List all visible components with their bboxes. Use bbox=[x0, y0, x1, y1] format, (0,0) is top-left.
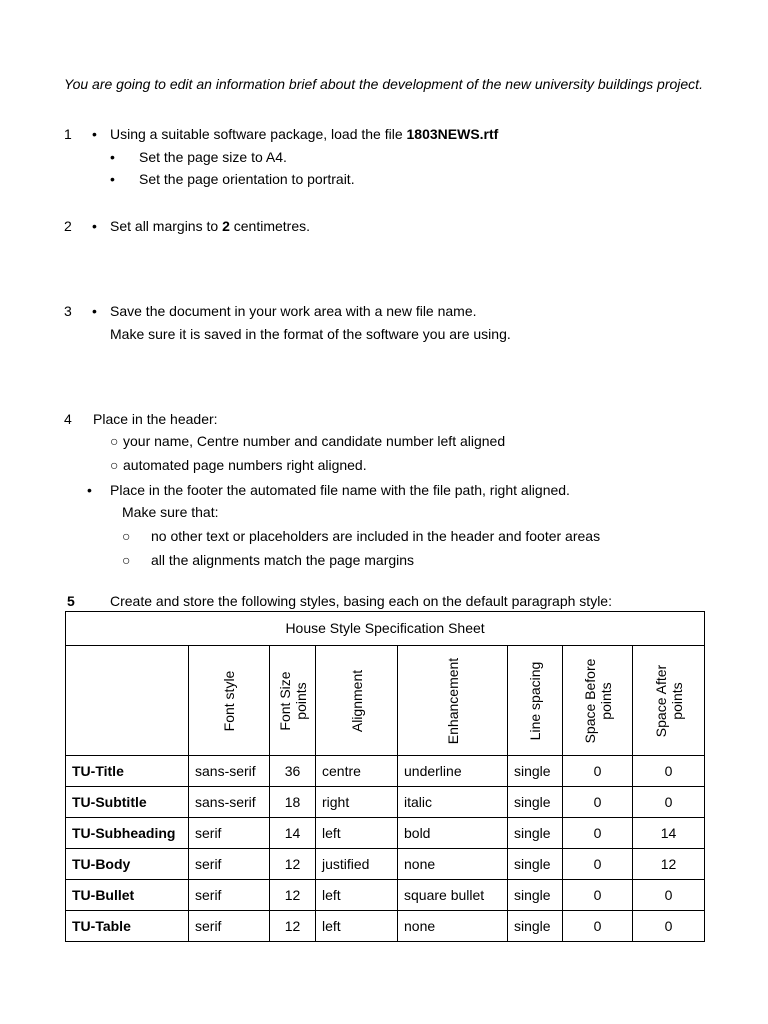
cell-line-spacing: single bbox=[508, 787, 563, 818]
header-label: Line spacing bbox=[527, 661, 543, 740]
header-font-size bbox=[270, 646, 316, 756]
table-row bbox=[66, 880, 705, 911]
q4-make-sure-item-1: no other text or placeholders are included in the header and footer areas bbox=[151, 528, 601, 544]
cell-line-spacing: single bbox=[508, 849, 563, 880]
cell-font-size: 12 bbox=[270, 911, 316, 942]
style-name-text: TU-Subtitle bbox=[72, 793, 147, 810]
circle-bullet: ○ bbox=[110, 433, 119, 449]
cell-space-before: 0 bbox=[563, 787, 633, 818]
q2-margin-value: 2 bbox=[222, 218, 230, 234]
question-number-3: 3 bbox=[64, 303, 72, 319]
cell-space-after: 0 bbox=[633, 787, 705, 818]
cell-font-style: sans-serif bbox=[189, 756, 270, 787]
q1-sub-orientation: Set the page orientation to portrait. bbox=[139, 171, 355, 187]
cell-space-after: 0 bbox=[633, 880, 705, 911]
cell-line-spacing: single bbox=[508, 818, 563, 849]
style-name bbox=[66, 911, 189, 942]
header-enhancement bbox=[398, 646, 508, 756]
style-name bbox=[66, 818, 189, 849]
q4-lead: Place in the header: bbox=[93, 411, 218, 427]
style-name-text: TU-Table bbox=[72, 917, 131, 934]
cell-font-size: 12 bbox=[270, 880, 316, 911]
cell-space-after: 14 bbox=[633, 818, 705, 849]
q1-instruction bbox=[110, 126, 498, 143]
circle-bullet: ○ bbox=[122, 552, 131, 568]
cell-font-size: 14 bbox=[270, 818, 316, 849]
cell-space-after: 12 bbox=[633, 849, 705, 880]
cell-space-before: 0 bbox=[563, 880, 633, 911]
cell-enhancement: square bullet bbox=[398, 880, 508, 911]
cell-enhancement: none bbox=[398, 849, 508, 880]
cell-enhancement: italic bbox=[398, 787, 508, 818]
question-number-5: 5 bbox=[67, 593, 75, 609]
cell-space-before: 0 bbox=[563, 756, 633, 787]
cell-enhancement: none bbox=[398, 911, 508, 942]
header-font-style bbox=[189, 646, 270, 756]
q5-instruction: Create and store the following styles, basing each on the default paragraph style: bbox=[110, 593, 612, 609]
cell-space-after: 0 bbox=[633, 756, 705, 787]
q4-footer-instruction: Place in the footer the automated file name with the file path, right aligned. bbox=[110, 482, 570, 498]
style-name bbox=[66, 787, 189, 818]
style-name bbox=[66, 849, 189, 880]
q3-line-2: Make sure it is saved in the format of the software you are using. bbox=[110, 326, 511, 342]
q1-filename: 1803NEWS.rtf bbox=[406, 126, 499, 142]
header-label: Font Size points bbox=[276, 670, 309, 731]
cell-enhancement: bold bbox=[398, 818, 508, 849]
q4-make-sure-item-2: all the alignments match the page margins bbox=[151, 552, 415, 568]
q4-header-item-2: automated page numbers right aligned. bbox=[123, 457, 367, 473]
q4-header-item-1: your name, Centre number and candidate number left aligned bbox=[123, 433, 506, 449]
cell-line-spacing: single bbox=[508, 756, 563, 787]
bullet: • bbox=[92, 126, 97, 142]
table-row bbox=[66, 787, 705, 818]
cell-alignment: left bbox=[316, 911, 398, 942]
style-name-text: TU-Subheading bbox=[72, 824, 176, 841]
style-name bbox=[66, 880, 189, 911]
style-name-text: TU-Bullet bbox=[72, 886, 135, 903]
bullet: • bbox=[110, 171, 115, 187]
header-label: Alignment bbox=[348, 669, 365, 732]
cell-line-spacing: single bbox=[508, 911, 563, 942]
circle-bullet: ○ bbox=[110, 457, 119, 473]
cell-alignment: left bbox=[316, 880, 398, 911]
bullet: • bbox=[92, 218, 97, 234]
cell-space-before: 0 bbox=[563, 849, 633, 880]
question-number-2: 2 bbox=[64, 218, 72, 234]
q2-instruction bbox=[110, 218, 310, 235]
cell-space-before: 0 bbox=[563, 818, 633, 849]
house-style-table bbox=[65, 611, 705, 942]
cell-font-style: serif bbox=[189, 911, 270, 942]
style-name bbox=[66, 756, 189, 787]
circle-bullet: ○ bbox=[122, 528, 131, 544]
table-row bbox=[66, 756, 705, 787]
q2-text-post: centimetres. bbox=[229, 218, 310, 234]
bullet: • bbox=[92, 303, 97, 319]
table-row bbox=[66, 911, 705, 942]
cell-font-size: 12 bbox=[270, 849, 316, 880]
style-name-text: TU-Title bbox=[72, 762, 124, 779]
cell-font-size: 36 bbox=[270, 756, 316, 787]
header-label: Space After points bbox=[652, 664, 685, 737]
q4-make-sure: Make sure that: bbox=[122, 504, 219, 520]
cell-line-spacing: single bbox=[508, 880, 563, 911]
cell-font-style: serif bbox=[189, 849, 270, 880]
header-label: Enhancement bbox=[444, 657, 461, 744]
cell-alignment: right bbox=[316, 787, 398, 818]
table-row bbox=[66, 849, 705, 880]
question-number-4: 4 bbox=[64, 411, 72, 427]
header-empty bbox=[66, 646, 189, 756]
q1-instruction-text: Using a suitable software package, load the file bbox=[110, 126, 407, 142]
header-space-before bbox=[563, 646, 633, 756]
q2-text-pre: Set all margins to bbox=[110, 218, 223, 234]
q1-sub-page-size: Set the page size to A4. bbox=[139, 149, 287, 165]
cell-space-after: 0 bbox=[633, 911, 705, 942]
intro-text: You are going to edit an information brief about the development of the new university buildings project. bbox=[64, 76, 703, 92]
cell-alignment: centre bbox=[316, 756, 398, 787]
cell-alignment: justified bbox=[316, 849, 398, 880]
header-alignment bbox=[316, 646, 398, 756]
cell-space-before: 0 bbox=[563, 911, 633, 942]
cell-font-style: serif bbox=[189, 880, 270, 911]
cell-font-size: 18 bbox=[270, 787, 316, 818]
header-label: Font style bbox=[221, 670, 237, 731]
cell-enhancement: underline bbox=[398, 756, 508, 787]
q3-line-1: Save the document in your work area with a new file name. bbox=[110, 303, 477, 319]
style-name-text: TU-Body bbox=[72, 855, 131, 872]
header-line-spacing bbox=[508, 646, 563, 756]
bullet: • bbox=[110, 149, 115, 165]
cell-font-style: serif bbox=[189, 818, 270, 849]
question-number-1: 1 bbox=[64, 126, 72, 142]
cell-alignment: left bbox=[316, 818, 398, 849]
table-row bbox=[66, 818, 705, 849]
table-title: House Style Specification Sheet bbox=[66, 612, 705, 646]
header-label: Space Before points bbox=[581, 658, 614, 743]
bullet: • bbox=[87, 482, 92, 498]
header-space-after bbox=[633, 646, 705, 756]
cell-font-style: sans-serif bbox=[189, 787, 270, 818]
